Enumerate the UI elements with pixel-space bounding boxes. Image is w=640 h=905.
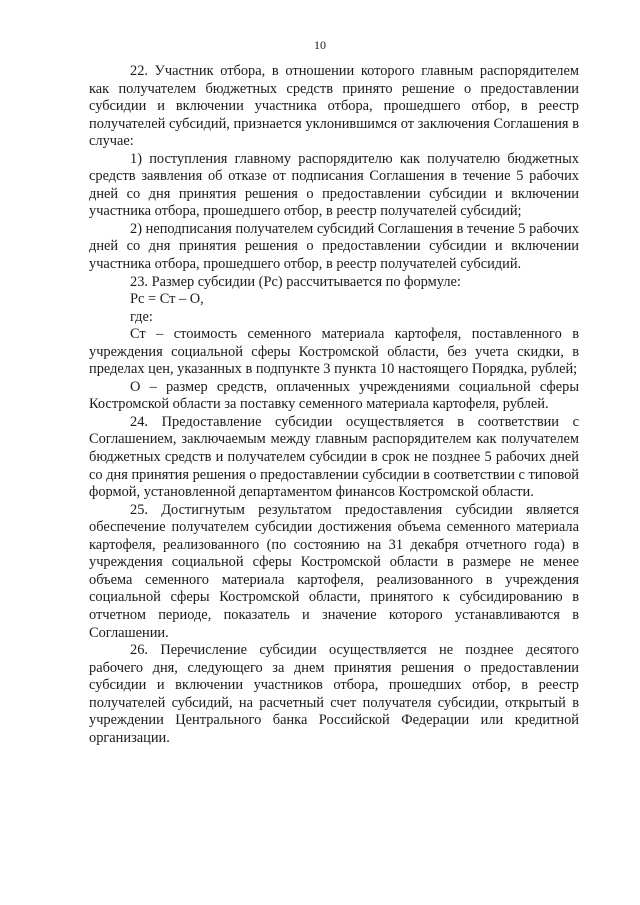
paragraph-23: 23. Размер субсидии (Рс) рассчитывается по формуле: [130, 273, 461, 290]
where-label: где: [130, 308, 153, 325]
paragraph-24: 24. Предоставление субсидии осуществляется в соответствии с Соглашением, заключаемым между главным распорядителем как получателем бюджетных средств и получателем субсидии в срок не позднее 5 рабочих дней со дня принятия решения о предоставлении субсидии в соответствии с типовой формой, установленной департаментом финансов Костромской области. [89, 413, 579, 501]
paragraph-25: 25. Достигнутым результатом предоставления субсидии является обеспечение получателем субсидии достижения объема семенного материала картофеля, реализованного (по состоянию на 31 декабря отчетного года) в учреждения социальной сферы Костромской области в размере не менее объема семенного материала картофеля, реализованного в учреждения социальной сферы Костромской области, принятого к субсидированию в отчетном периоде, показатель и значение которого устанавливаются в Соглашении. [89, 501, 579, 641]
paragraph-26: 26. Перечисление субсидии осуществляется не позднее десятого рабочего дня, следующего за днем принятия решения о предоставлении субсидии и включении участников отбора, прошедших отбор, в реестр получателей субсидий, на расчетный счет получателя субсидии, открытый в учреждении Центрального банка Российской Федерации или кредитной организации. [89, 642, 579, 746]
paragraph-22-item-1: 1) поступления главному распорядителю как получателю бюджетных средств заявления об отказе от подписания Соглашения в течение 5 рабочих дней со дня принятия решения о предоставлении субсидии и включении участника отбора, прошедшего отбор, в реестр получателей субсидий; [89, 150, 579, 220]
page-number: 10 [314, 38, 326, 52]
definition-o: О – размер средств, оплаченных учреждениями социальной сферы Костромской области за поставку семенного материала картофеля, рублей. [89, 378, 579, 413]
subsidy-formula: Рс = Ст – О, [130, 291, 204, 308]
paragraph-22: 22. Участник отбора, в отношении которого главным распорядителем как получателем бюджетных средств принято решение о предоставлении субсидии и включении участника отбора, прошедшего отбор, в реестр получателей субсидий, признается уклонившимся от заключения Соглашения в случае: [89, 63, 579, 150]
document-body [89, 63, 579, 747]
paragraph-22-item-2: 2) неподписания получателем субсидий Соглашения в течение 5 рабочих дней со дня принятия решения о предоставлении субсидии и включении участника отбора, прошедшего отбор, в реестр получателей субсидий. [89, 220, 579, 273]
definition-st: Ст – стоимость семенного материала картофеля, поставленного в учреждения социальной сферы Костромской области, без учета скидки, в пределах цен, указанных в подпункте 3 пункта 10 настоящего Порядка, рублей; [89, 326, 579, 378]
